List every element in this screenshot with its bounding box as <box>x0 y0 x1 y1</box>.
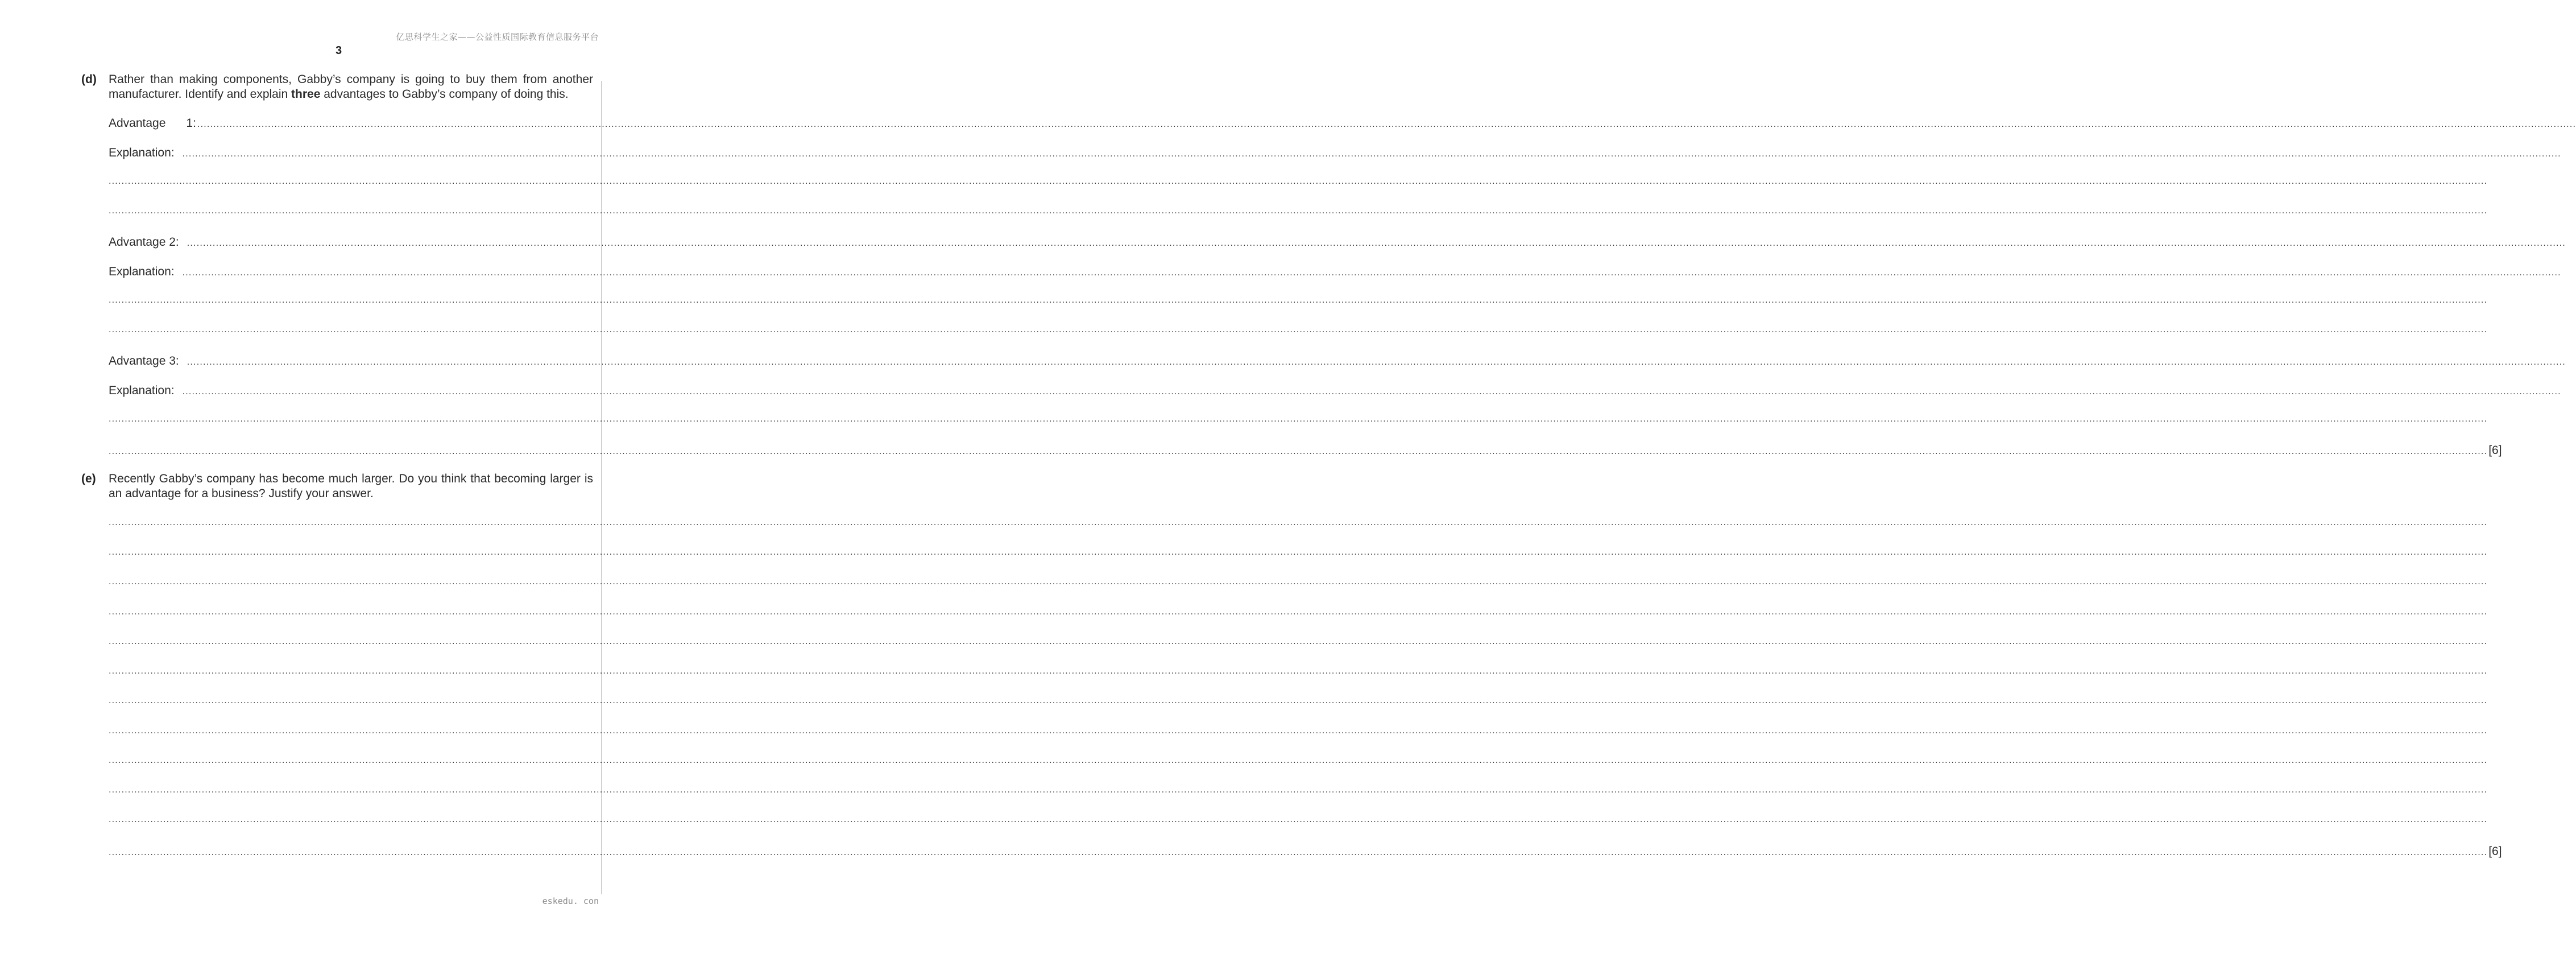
answer-line[interactable]: ..................................................................................................................................................................................................................................................................................................................................................................................................................................................................................................................................................................................................................................................................................................................................................................... <box>109 785 2488 795</box>
header-watermark: 亿思科学生之家——公益性质国际教育信息服务平台 <box>396 32 599 42</box>
answer-line[interactable]: ..................................................................................................................................................................................................................................................................................................................................................................................................................................................................................................................................................................................................................................................................................................................................................................... <box>109 176 2488 186</box>
question-d-text <box>109 72 593 102</box>
answer-line[interactable]: ..................................................................................................................................................................................................................................................................................................................................................................................................................................................................................................................................................................................................................................................................................................................................................................... <box>109 577 2488 587</box>
explanation-label: Explanation: <box>109 265 175 278</box>
answer-line[interactable]: ..................................................................................................................................................................................................................................................................................................................................................................................................................................................................................................................................................................................................................................................................................................................................................................... <box>109 815 2488 824</box>
advantage-3-row <box>109 354 2566 370</box>
answer-line[interactable]: ..................................................................................................................................................................................................................................................................................................................................................................................................................................................................................................................................................................................................................................................................................................................................................................... <box>109 325 2488 335</box>
answer-line[interactable]: ..................................................................................................................................................................................................................................................................................................................................................................................................................................................................................................................................................................................................................................................................................................................................................................... <box>182 268 2561 278</box>
answer-e-line-4 <box>109 607 2488 623</box>
advantage-2-label: Advantage 2: <box>109 236 179 249</box>
answer-e-line-11 <box>109 815 2488 831</box>
question-e-marks: [6] <box>2488 845 2502 858</box>
answer-line[interactable]: ..................................................................................................................................................................................................................................................................................................................................................................................................................................................................................................................................................................................................................................................................................................................................................................... <box>182 387 2561 397</box>
answer-line[interactable]: ..................................................................................................................................................................................................................................................................................................................................................................................................................................................................................................................................................................................................................................................................................................................................................................... <box>182 149 2561 159</box>
answer-e-line-12 <box>109 845 2502 861</box>
answer-line[interactable]: ..................................................................................................................................................................................................................................................................................................................................................................................................................................................................................................................................................................................................................................................................................................................................................................... <box>109 848 2488 857</box>
advantage-1-number: 1: <box>186 117 196 130</box>
answer-e-line-10 <box>109 785 2488 801</box>
explanation-3-line-2 <box>109 414 2488 430</box>
answer-line[interactable]: ..................................................................................................................................................................................................................................................................................................................................................................................................................................................................................................................................................................................................................................................................................................................................................................... <box>109 547 2488 557</box>
answer-line[interactable]: ..................................................................................................................................................................................................................................................................................................................................................................................................................................................................................................................................................................................................................................................................................................................................................................... <box>109 447 2488 456</box>
explanation-2-line-3 <box>109 325 2488 341</box>
explanation-2-line-2 <box>109 295 2488 311</box>
explanation-1-line-3 <box>109 206 2488 222</box>
advantage-1-label: Advantage <box>109 117 166 130</box>
advantage-1-row <box>109 117 2576 133</box>
answer-line[interactable]: ..................................................................................................................................................................................................................................................................................................................................................................................................................................................................................................................................................................................................................................................................................................................................................................... <box>109 637 2488 646</box>
explanation-1-line-2 <box>109 176 2488 192</box>
explanation-3-line-3 <box>109 444 2502 460</box>
answer-line[interactable]: ..................................................................................................................................................................................................................................................................................................................................................................................................................................................................................................................................................................................................................................................................................................................................................................... <box>187 238 2566 248</box>
answer-line[interactable]: ..................................................................................................................................................................................................................................................................................................................................................................................................................................................................................................................................................................................................................................................................................................................................................................... <box>109 726 2488 736</box>
answer-line[interactable]: ..................................................................................................................................................................................................................................................................................................................................................................................................................................................................................................................................................................................................................................................................................................................................................................... <box>109 206 2488 216</box>
answer-line[interactable]: ..................................................................................................................................................................................................................................................................................................................................................................................................................................................................................................................................................................................................................................................................................................................................................................... <box>187 357 2566 367</box>
answer-line[interactable]: ..................................................................................................................................................................................................................................................................................................................................................................................................................................................................................................................................................................................................................................................................................................................................................................... <box>109 295 2488 305</box>
explanation-1-row <box>109 146 2561 162</box>
answer-line[interactable]: ..................................................................................................................................................................................................................................................................................................................................................................................................................................................................................................................................................................................................................................................................................................................................................................... <box>109 666 2488 676</box>
advantage-3-label: Advantage 3: <box>109 354 179 367</box>
explanation-label: Explanation: <box>109 146 175 159</box>
answer-e-line-7 <box>109 696 2488 712</box>
answer-e-line-8 <box>109 726 2488 742</box>
advantage-2-row <box>109 236 2566 251</box>
question-d-marks: [6] <box>2488 444 2502 457</box>
explanation-3-row <box>109 384 2561 400</box>
answer-line[interactable]: ..................................................................................................................................................................................................................................................................................................................................................................................................................................................................................................................................................................................................................................................................................................................................................................... <box>109 696 2488 705</box>
answer-e-line-9 <box>109 755 2488 771</box>
answer-e-line-3 <box>109 577 2488 593</box>
footer-watermark: eskedu. con <box>542 896 599 906</box>
question-d-text-before: Rather than making components, Gabby’s company is going to buy them from another manufacturer. Identify and explain <box>109 73 593 101</box>
answer-e-line-6 <box>109 666 2488 682</box>
answer-e-line-1 <box>109 518 2488 534</box>
answer-line[interactable]: ..................................................................................................................................................................................................................................................................................................................................................................................................................................................................................................................................................................................................................................................................................................................................................................... <box>197 119 2576 129</box>
answer-line[interactable]: ..................................................................................................................................................................................................................................................................................................................................................................................................................................................................................................................................................................................................................................................................................................................................................................... <box>109 414 2488 424</box>
answer-e-line-5 <box>109 637 2488 653</box>
explanation-label: Explanation: <box>109 384 175 397</box>
page-number: 3 <box>335 44 342 57</box>
question-d-label: (d) <box>81 73 97 86</box>
question-d-text-bold: three <box>291 88 321 101</box>
explanation-2-row <box>109 265 2561 281</box>
answer-line[interactable]: ..................................................................................................................................................................................................................................................................................................................................................................................................................................................................................................................................................................................................................................................................................................................................................................... <box>109 755 2488 765</box>
question-e-label: (e) <box>81 472 96 485</box>
answer-line[interactable]: ..................................................................................................................................................................................................................................................................................................................................................................................................................................................................................................................................................................................................................................................................................................................................................................... <box>109 518 2488 527</box>
question-d-text-after: advantages to Gabby’s company of doing this. <box>320 88 569 101</box>
answer-e-line-2 <box>109 547 2488 563</box>
answer-line[interactable]: ..................................................................................................................................................................................................................................................................................................................................................................................................................................................................................................................................................................................................................................................................................................................................................................... <box>109 607 2488 617</box>
question-e-text: Recently Gabby’s company has become much larger. Do you think that becoming larger is an advantage for a business? Justify your answer. <box>109 472 593 500</box>
